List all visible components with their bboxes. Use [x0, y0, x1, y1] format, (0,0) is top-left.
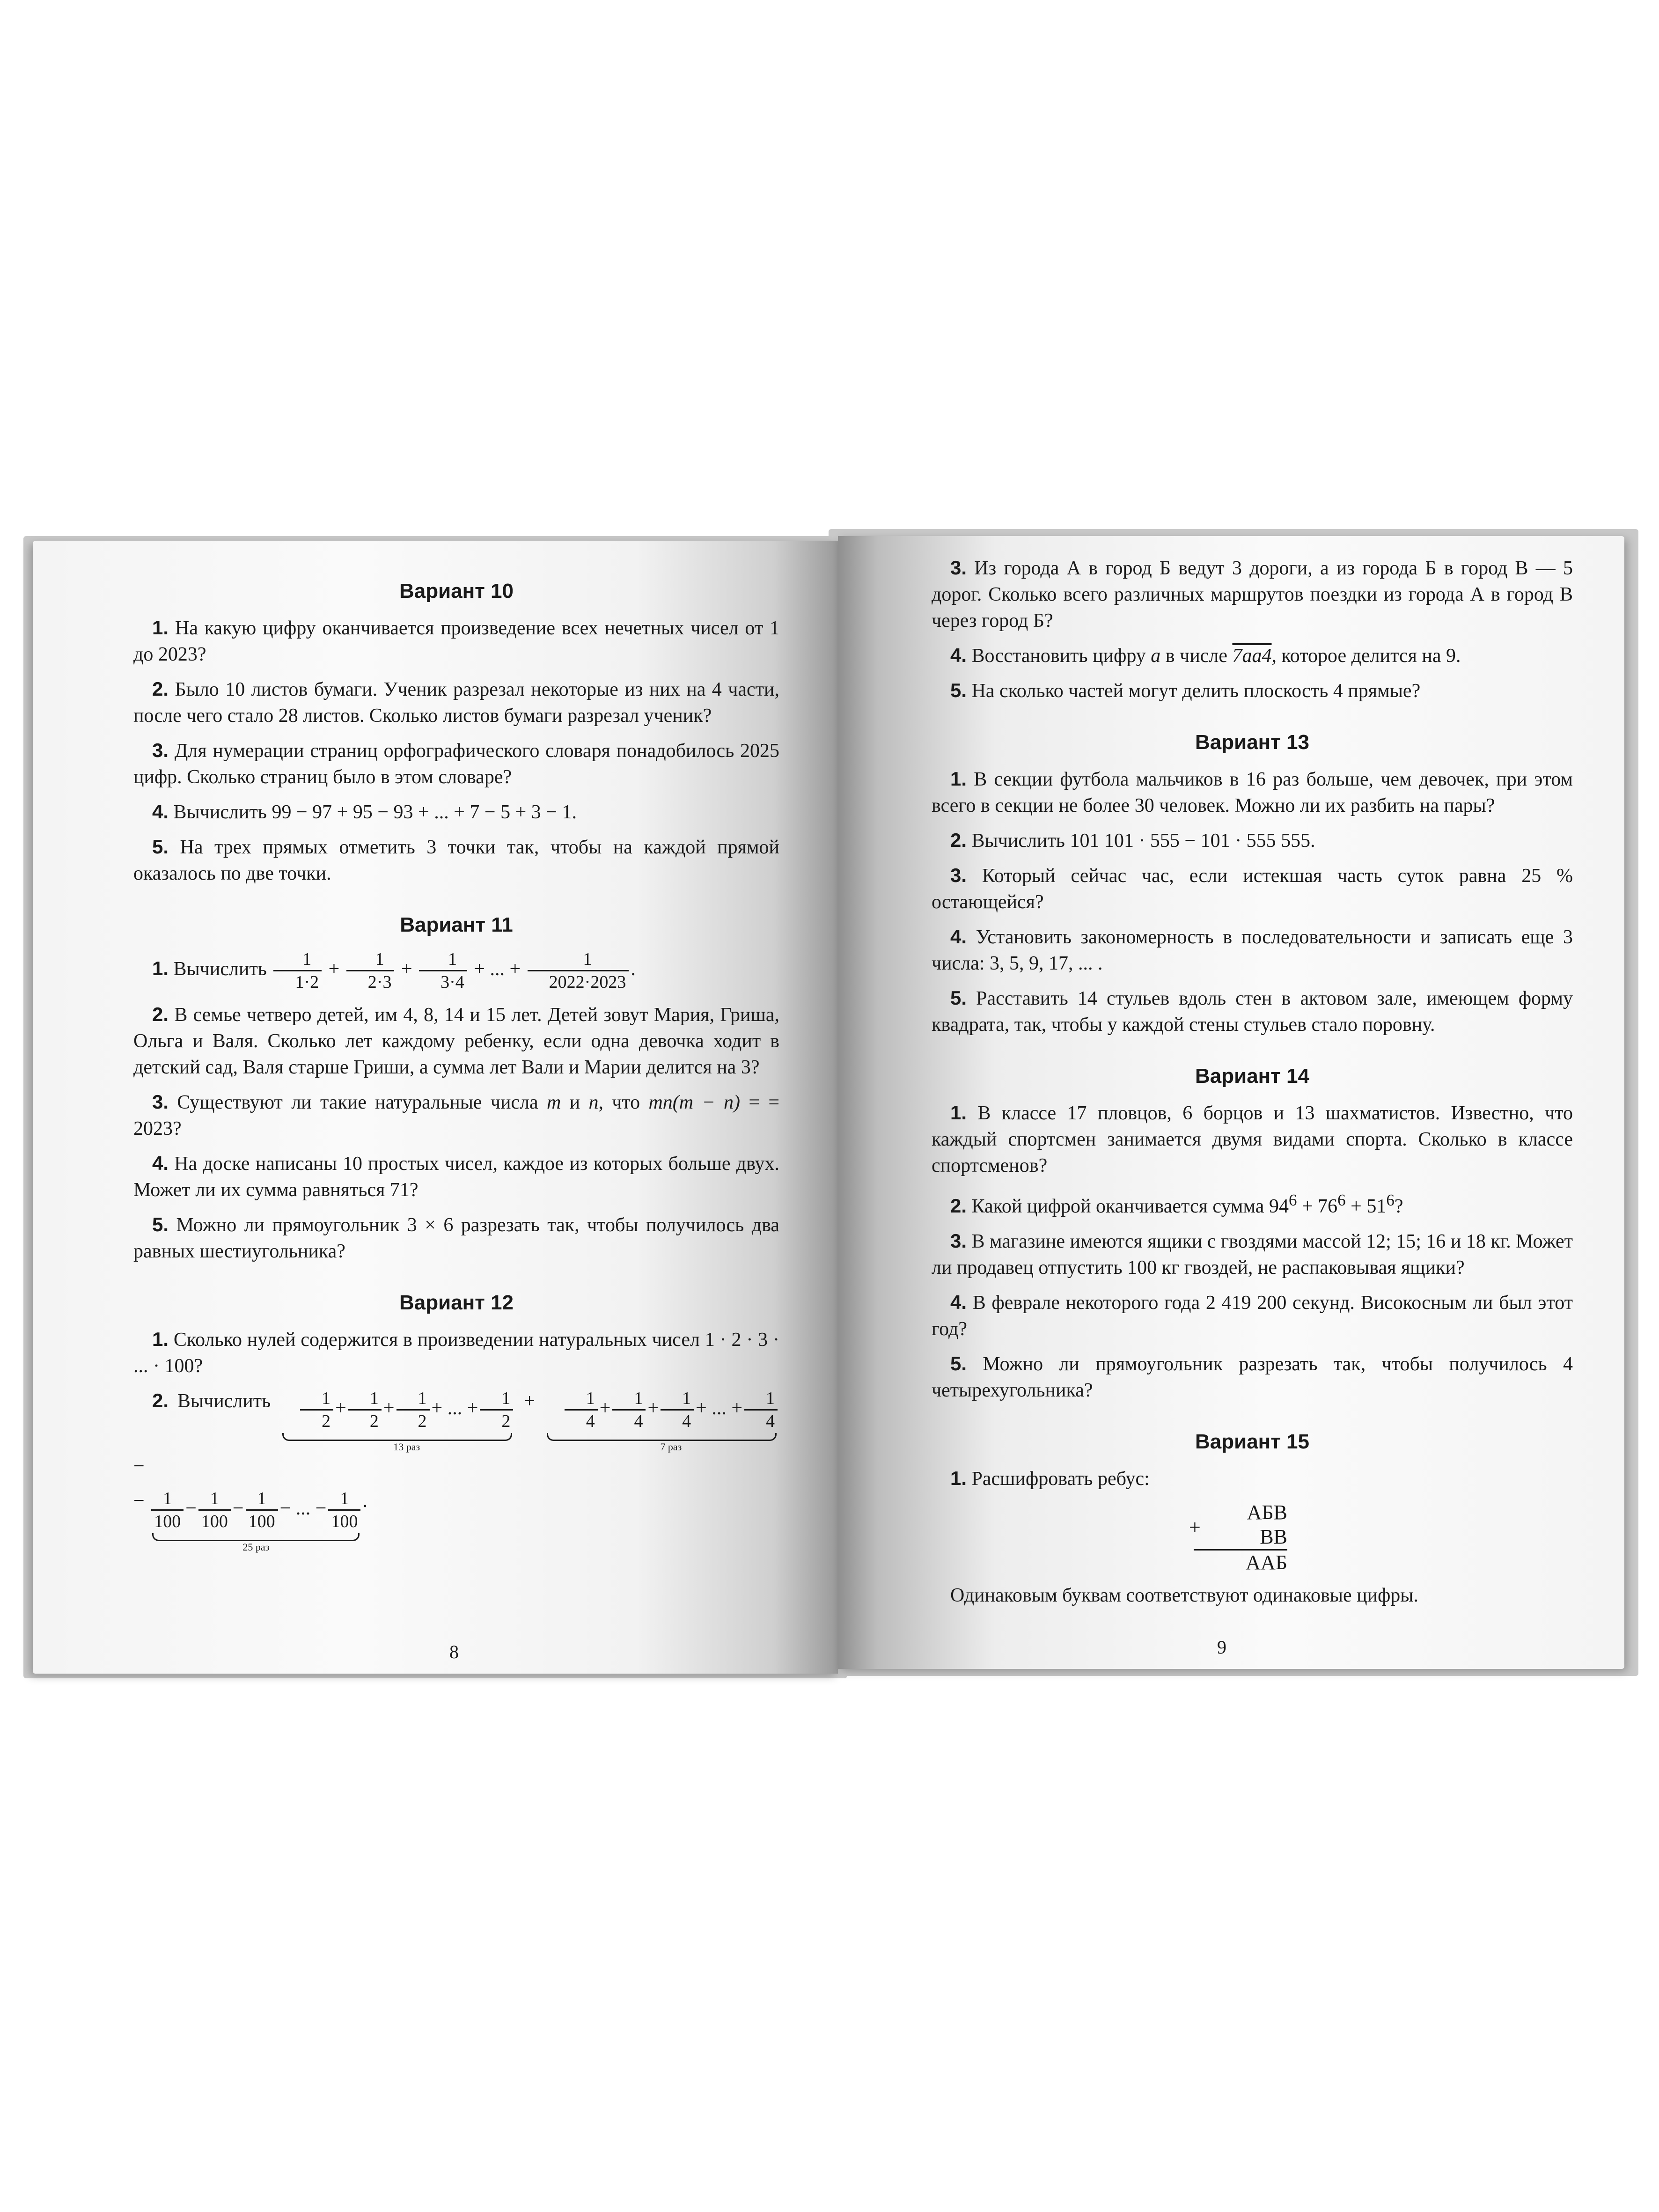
v10-problem-3: 3. Для нумерации страниц орфографического словаря понадобилось 2025 цифр. Сколько страниц было в этом словаре? — [133, 739, 779, 788]
v14-problem-5: 5. Можно ли прямоугольник разрезать так, чтобы получилось 4 четырехугольника? — [932, 1352, 1573, 1401]
v11-problem-2: 2. В семье четверо детей, им 4, 8, 14 и 15 лет. Детей зовут Мария, Гриша, Ольга и Валя. Сколько лет каждому ребенку, если одна девочка ходит в детский сад, Валя старше Гриши, а сумма лет Вали и Марии делится на 3? — [133, 1003, 779, 1078]
right-page — [838, 536, 1624, 1669]
variant-10-title: Вариант 10 — [399, 580, 514, 603]
open-book — [14, 522, 1645, 1706]
fraction: $\frac{1}{2022\cdot 2023}$ — [528, 948, 629, 993]
brace-group-quarters: $\frac{1}{4}$ + $\frac{1}{4}$ + $\frac{1}{4}$ + ... + $\frac{1}{4}$ 7 раз — [544, 1388, 779, 1453]
v13-problem-4: 4. Установить закономерность в последовательности и записать еще 3 числа: 3, 5, 9, 17, ... . — [932, 926, 1573, 974]
v10-problem-2: 2. Было 10 листов бумаги. Ученик разрезал некоторые из них на 4 части, после чего стало 28 листов. Сколько листов бумаги разрезал ученик? — [133, 678, 779, 727]
page-number-left: 8 — [449, 1641, 459, 1662]
v10-problem-4: 4. Вычислить 99 − 97 + 95 − 93 + ... + 7 − 5 + 3 − 1. — [152, 801, 577, 823]
v10-problem-1: 1. На какую цифру оканчивается произведение всех нечетных чисел от 1 до 2023? — [133, 617, 779, 665]
rebus: + АБВ ВВ ААБ — [1189, 1501, 1287, 1574]
variant-11-title: Вариант 11 — [400, 913, 513, 936]
fraction: $\frac{1}{3\cdot 4}$ — [419, 948, 467, 993]
v14-problem-3: 3. В магазине имеются ящики с гвоздями массой 12; 15; 16 и 18 кг. Может ли продавец отпустить 100 кг гвоздей, не распаковывая ящики? — [932, 1230, 1573, 1279]
v15-problem-1: 1. Расшифровать ребус: — [950, 1467, 1150, 1490]
v12-problem-4: 4. Восстановить цифру a в числе 7aa4, которое делится на 9. — [950, 644, 1461, 667]
left-page-content — [133, 578, 779, 1562]
v13-problem-5: 5. Расставить 14 стульев вдоль стен в актовом зале, имеющем форму квадрата, так, чтобы у каждой стены стульев стало поровну. — [932, 987, 1573, 1036]
v12-problem-3: 3. Из города А в город Б ведут 3 дороги, а из города Б в город В — 5 дорог. Сколько всего различных маршрутов поездки из города А в город В через город Б? — [932, 557, 1573, 632]
v11-problem-4: 4. На доске написаны 10 простых чисел, каждое из которых больше двух. Может ли их сумма равняться 71? — [133, 1152, 779, 1201]
v14-problem-4: 4. В феврале некоторого года 2 419 200 секунд. Високосным ли был этот год? — [932, 1291, 1573, 1340]
variant-14-title: Вариант 14 — [1195, 1065, 1309, 1088]
brace-group-hundredths: $\frac{1}{100}$ − $\frac{1}{100}$ − $\frac{1}{100}$ − ... − $\frac{1}{100}$ 25 раз — [149, 1488, 362, 1553]
v15-note: Одинаковым буквам соответствуют одинаковые цифры. — [950, 1585, 1419, 1606]
v11-problem-1: 1. Вычислить $\frac{1}{1\cdot 2}$ + $\frac{1}{2\cdot 3}$ + $\frac{1}{3\cdot 4}$ + ... + $\frac{1}{2022\cdot 2023}$ . — [152, 949, 636, 992]
variant-15-title: Вариант 15 — [1195, 1430, 1309, 1453]
right-page-content — [932, 555, 1573, 1617]
variant-13-title: Вариант 13 — [1195, 731, 1309, 754]
v10-problem-5: 5. На трех прямых отметить 3 точки так, чтобы на каждой прямой оказалось по две точки. — [133, 836, 779, 884]
v14-problem-1: 1. В классе 17 пловцов, 6 борцов и 13 шахматистов. Известно, что каждый спортсмен занимается двумя видами спорта. Сколько в классе спортсменов? — [932, 1102, 1573, 1176]
v11-problem-3: 3. Существуют ли такие натуральные числа m и n, что mn(m − n) = = 2023? — [133, 1091, 780, 1139]
variant-12-title: Вариант 12 — [399, 1291, 514, 1314]
v13-problem-1: 1. В секции футбола мальчиков в 16 раз больше, чем девочек, при этом всего в секции не более 30 человек. Можно ли их разбить на пары? — [932, 768, 1573, 816]
v12-problem-2: 2. Вычислить $\frac{1}{2}$ + $\frac{1}{2}$ + $\frac{1}{2}$ + ... + $\frac{1}{2}$ 13 раз + $\frac{1}{4}$ + $\frac{1}{4}$ + $\frac{1}{4}$ + ... + $\frac{1}{4}$ 7 раз − — [133, 1388, 779, 1479]
page-number-right: 9 — [1217, 1637, 1226, 1658]
v12-problem-2-cont: − $\frac{1}{100}$ − $\frac{1}{100}$ − $\frac{1}{100}$ − ... − $\frac{1}{100}$ 25 раз . — [133, 1489, 367, 1553]
v12-problem-5: 5. На сколько частей могут делить плоскость 4 прямые? — [950, 679, 1421, 702]
v14-problem-2: 2. Какой цифрой оканчивается сумма $94^6 + 76^6 + 51^6$? — [950, 1191, 1403, 1217]
v13-problem-2: 2. Вычислить 101 101 · 555 − 101 · 555 555. — [950, 829, 1315, 852]
fraction: $\frac{1}{2\cdot 3}$ — [346, 948, 395, 993]
left-page — [33, 541, 838, 1674]
fraction: $\frac{1}{1\cdot 2}$ — [273, 948, 322, 993]
v13-problem-3: 3. Который сейчас час, если истекшая часть суток равна 25 % остающейся? — [932, 864, 1573, 913]
brace-group-halves: $\frac{1}{2}$ + $\frac{1}{2}$ + $\frac{1}{2}$ + ... + $\frac{1}{2}$ 13 раз — [279, 1388, 515, 1453]
v12-problem-1: 1. Сколько нулей содержится в произведении натуральных чисел 1 · 2 · 3 · ... · 100? — [133, 1328, 780, 1377]
v11-problem-5: 5. Можно ли прямоугольник 3 × 6 разрезать так, чтобы получилось два равных шестиугольника? — [133, 1213, 780, 1262]
